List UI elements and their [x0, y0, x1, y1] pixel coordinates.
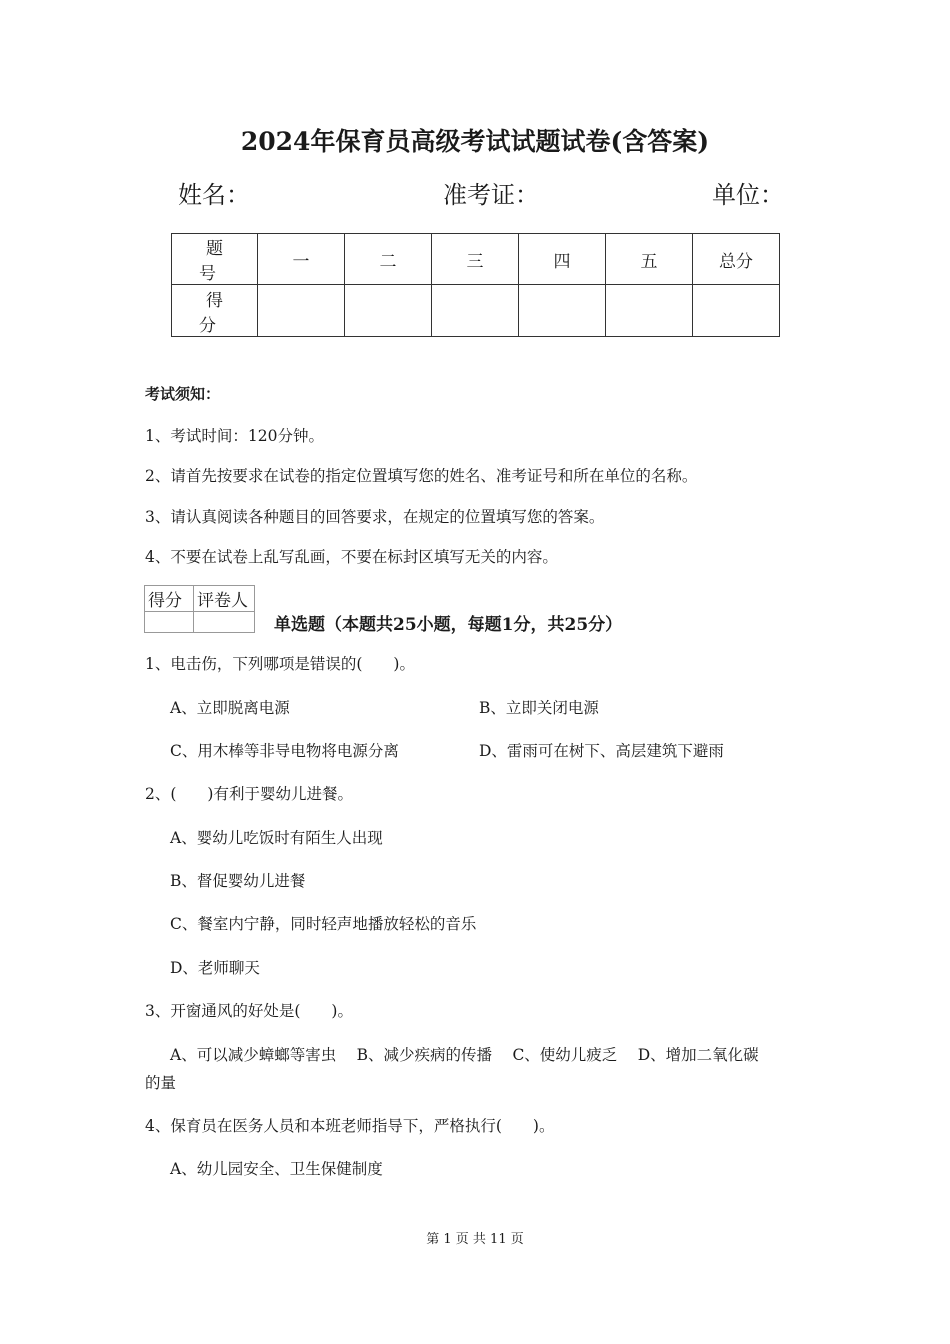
score-table-score-row [172, 285, 780, 337]
score-entry-cell[interactable] [345, 285, 432, 337]
question-option: D、老师聊天 [170, 959, 260, 977]
question-option: B、督促婴幼儿进餐 [170, 872, 306, 890]
score-table-header-row [172, 234, 780, 285]
score-table-cell: 四 [519, 234, 606, 285]
question-stem: 2、( )有利于婴幼儿进餐。 [145, 785, 353, 803]
score-table-cell: 题 号 [172, 234, 258, 285]
grader-name-cell[interactable] [194, 612, 255, 633]
score-entry-cell[interactable] [432, 285, 519, 337]
question-stem: 1、电击伤，下列哪项是错误的( )。 [145, 655, 415, 673]
question-option: D、雷雨可在树下、高层建筑下避雨 [479, 742, 724, 760]
page-title: 2024年保育员高级考试试题试卷(含答案) [240, 127, 710, 156]
question-option: B、立即关闭电源 [479, 699, 599, 717]
section-title: 单选题（本题共25小题，每题1分，共25分） [274, 615, 623, 635]
grader-box [144, 585, 255, 633]
unit-label: 单位： [712, 181, 784, 209]
notice-heading: 考试须知： [145, 385, 221, 403]
score-table-cell: 三 [432, 234, 519, 285]
question-options-inline: A、可以减少蟑螂等害虫 B、减少疾病的传播 C、使幼儿疲乏 D、增加二氧化碳 [170, 1046, 759, 1064]
question-option: A、婴幼儿吃饭时有陌生人出现 [170, 829, 383, 847]
exam-number-label: 准考证： [443, 181, 539, 209]
notice-item: 1、考试时间：120分钟。 [145, 427, 324, 445]
name-label: 姓名： [178, 181, 250, 209]
score-table-cell: 得 分 [172, 285, 258, 337]
grader-name-label: 评卷人 [194, 586, 255, 612]
score-entry-cell[interactable] [693, 285, 780, 337]
score-entry-cell[interactable] [606, 285, 693, 337]
page-footer: 第 1 页 共 11 页 [426, 1232, 524, 1247]
score-table-cell: 二 [345, 234, 432, 285]
question-option: A、幼儿园安全、卫生保健制度 [170, 1160, 383, 1178]
grader-score-cell[interactable] [145, 612, 194, 633]
notice-item: 3、请认真阅读各种题目的回答要求，在规定的位置填写您的答案。 [145, 508, 605, 526]
question-options-wrap: 的量 [145, 1074, 177, 1092]
question-option: C、餐室内宁静，同时轻声地播放轻松的音乐 [170, 915, 477, 933]
question-stem: 3、开窗通风的好处是( )。 [145, 1002, 353, 1020]
score-table-cell: 总分 [693, 234, 780, 285]
score-entry-cell[interactable] [519, 285, 606, 337]
notice-item: 4、不要在试卷上乱写乱画，不要在标封区填写无关的内容。 [145, 548, 558, 566]
notice-item: 2、请首先按要求在试卷的指定位置填写您的姓名、准考证号和所在单位的名称。 [145, 467, 698, 485]
score-table-cell: 一 [258, 234, 345, 285]
question-stem: 4、保育员在医务人员和本班老师指导下，严格执行( )。 [145, 1117, 555, 1135]
question-option: C、用木棒等非导电物将电源分离 [170, 742, 399, 760]
score-table [171, 233, 780, 337]
question-option: A、立即脱离电源 [170, 699, 290, 717]
score-entry-cell[interactable] [258, 285, 345, 337]
grader-score-label: 得分 [145, 586, 194, 612]
score-table-cell: 五 [606, 234, 693, 285]
